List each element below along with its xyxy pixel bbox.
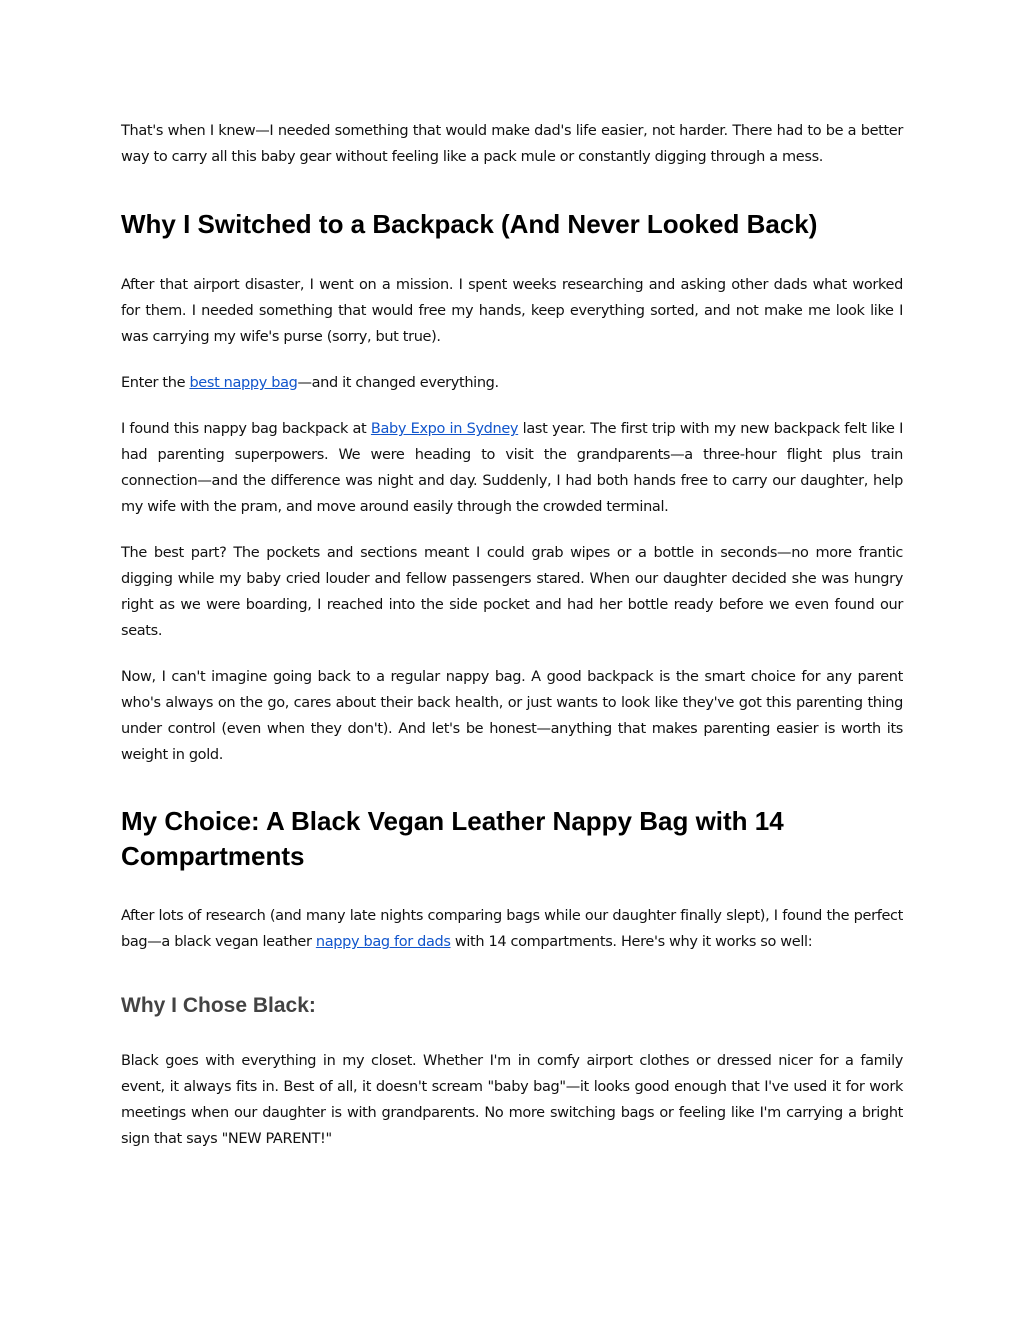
document-page [121,118,903,1152]
text-span: Enter the [121,375,190,391]
intro-paragraph: That's when I knew—I needed something that would make dad's life easier, not harder. There had to be a better way to carry all this baby gear without feeling like a pack mule or constantly digging through a mess. [121,123,903,165]
section-heading-my-choice: My Choice: A Black Vegan Leather Nappy Bag with 14 Compartments [121,806,784,871]
paragraph-mission: After that airport disaster, I went on a mission. I spent weeks researching and asking other dads what worked for them. I needed something that would free my hands, keep everything sorted, and not make me look like I was carrying my wife's purse (sorry, but true). [121,277,903,345]
text-span: last year. The first trip with my new backpack felt like I had parenting superpowers. We were heading to visit the grandparents—a three-hour flight plus train connection—and the difference was night and day. Suddenly, I had both hands free to carry our daughter, help my wife with the pram, and move around easily through the crowded terminal. [121,421,904,515]
paragraph-baby-expo [121,416,903,520]
paragraph-best-part: The best part? The pockets and sections meant I could grab wipes or a bottle in seconds—no more frantic digging while my baby cried louder and fellow passengers stared. When our daughter decided she was hungry right as we were boarding, I reached into the side pocket and had her bottle ready before we even found our seats. [121,545,903,639]
paragraph-enter-best-bag [121,370,903,396]
subheading-why-black: Why I Chose Black: [121,994,316,1017]
baby-expo-sydney-link[interactable]: Baby Expo in Sydney [370,421,519,437]
paragraph-black-goes: Black goes with everything in my closet. Whether I'm in comfy airport clothes or dressed nicer for a family event, it always fits in. Best of all, it doesn't scream "baby bag"—it looks good enough that I've used it for work meetings when our daughter is with grandparents. No more switching bags or feeling like I'm carrying a bright sign that says "NEW PARENT!" [121,1053,903,1147]
best-nappy-bag-link[interactable]: best nappy bag [189,375,298,391]
text-span: I found this nappy bag backpack at [121,421,371,437]
section-heading-backpack: Why I Switched to a Backpack (And Never Looked Back) [121,209,818,239]
text-span: with 14 compartments. Here's why it works so well: [450,934,813,950]
text-span: After lots of research (and many late nights comparing bags while our daughter finally slept), I found the perfect bag—a black vegan leather [121,908,903,950]
paragraph-cant-go-back: Now, I can't imagine going back to a regular nappy bag. A good backpack is the smart choice for any parent who's always on the go, cares about their back health, or just wants to look like they've got this parenting thing under control (even when they don't). And let's be honest—anything that makes parenting easier is worth its weight in gold. [121,669,903,763]
paragraph-research [121,903,903,955]
nappy-bag-for-dads-link[interactable]: nappy bag for dads [315,934,451,950]
text-span: —and it changed everything. [297,375,499,391]
